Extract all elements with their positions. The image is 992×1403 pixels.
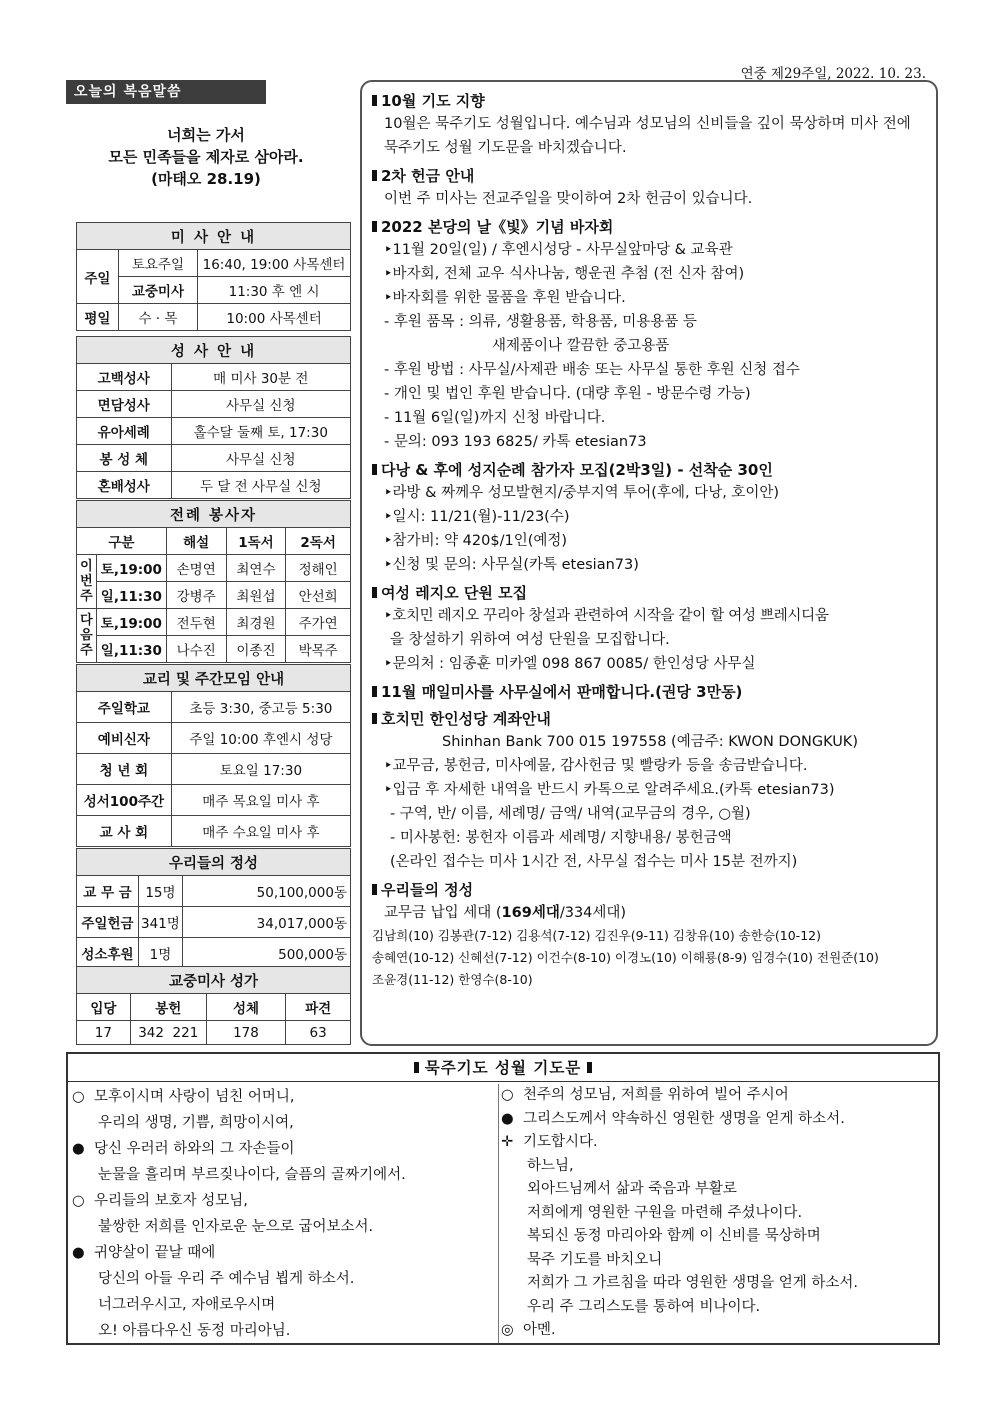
server-time: 일,11:30 xyxy=(96,582,166,609)
servers-header: 2독서 xyxy=(286,528,351,555)
notice-line: ‣바자회를 위한 물품을 후원 받습니다. xyxy=(384,290,626,306)
prayer-line: 당신의 아들 우리 주 예수님 뵙게 하소서. xyxy=(98,1271,355,1287)
notice-heading-text: 다낭 & 후에 성지순례 참가자 모집(2박3일) - 선착순 30인 xyxy=(381,461,773,479)
notice-heading xyxy=(372,165,928,187)
prayer-line xyxy=(72,1188,498,1214)
notices-box xyxy=(360,80,938,1046)
offering-label: 성소후원 xyxy=(77,938,139,969)
prayer-line xyxy=(72,1240,498,1266)
offering-count: 1명 xyxy=(138,938,182,969)
prayer-right-column xyxy=(498,1084,938,1343)
sacrament-label: 면담성사 xyxy=(77,391,172,418)
bullet-square-icon xyxy=(372,713,377,724)
sacraments-table xyxy=(76,336,351,499)
prayer-text: 우리들의 보호자 성모님, xyxy=(94,1193,248,1209)
server-name: 최연수 xyxy=(226,555,286,582)
notice-heading xyxy=(372,90,928,112)
prayer-line: 복되신 동정 마리아와 함께 이 신비를 묵상하며 xyxy=(527,1228,821,1244)
notice-line: ‣참가비: 약 420$/1인(예정) xyxy=(384,533,568,549)
prayer-text: 그리스도께서 약속하신 영원한 생명을 얻게 하소서. xyxy=(523,1110,845,1127)
hymn-number: 63 xyxy=(286,1021,351,1045)
offering-count: 15명 xyxy=(138,876,182,907)
prayer-line: 우리의 생명, 기쁨, 희망이시여, xyxy=(98,1115,294,1131)
notice-line: ‣입금 후 자세한 내역을 반드시 카톡으로 알려주세요.(카톡 etesian73) xyxy=(384,782,835,798)
prayer-line: 눈물을 흘리며 부르짖나이다, 슬픔의 골짜기에서. xyxy=(98,1167,406,1183)
hymn-header: 파견 xyxy=(286,994,351,1021)
notice-text: 10월은 묵주기도 성월입니다. 예수님과 성모님의 신비들을 깊이 묵상하며 미사 전에 묵주기도 성월 기도문을 바치겠습니다. xyxy=(384,116,911,156)
prayer-line: 저희에게 영원한 구원을 마련해 주셨나이다. xyxy=(527,1204,803,1221)
weekday-mass-time: 10:00 사목센터 xyxy=(198,304,351,331)
prayer-line: 오! 아름다우신 동정 마리아님. xyxy=(98,1323,291,1339)
meeting-label: 교 사 회 xyxy=(77,816,172,847)
notice-heading-text: 11월 매일미사를 사무실에서 판매합니다.(권당 3만동) xyxy=(381,683,743,701)
notice-heading xyxy=(372,582,928,604)
notice-line: - 구역, 반/ 이름, 세례명/ 금액/ 내역(교무금의 경우, ○월) xyxy=(390,806,751,822)
notice-heading xyxy=(372,879,928,901)
notice-line: ‣교무금, 봉헌금, 미사예물, 감사헌금 및 빨랑카 등을 송금받습니다. xyxy=(384,758,808,774)
bullet-square-icon xyxy=(372,221,377,232)
meeting-value: 초등 3:30, 중고등 5:30 xyxy=(171,692,350,723)
hymn-header: 봉헌 xyxy=(130,994,206,1021)
bullet-square-icon xyxy=(372,587,377,598)
saturday-mass-label: 토요주일 xyxy=(118,250,197,277)
bullet-square-icon xyxy=(372,95,377,106)
sacrament-label: 혼배성사 xyxy=(77,472,172,499)
issue-date: 연중 제29주일, 2022. 10. 23. xyxy=(740,66,926,82)
prayer-line: 저희가 그 가르침을 따라 영원한 생명을 얻게 하소서. xyxy=(527,1275,859,1291)
server-name: 최경원 xyxy=(226,609,286,636)
prayer-left-column xyxy=(72,1084,498,1344)
bullet-square-icon xyxy=(587,1062,592,1073)
saturday-mass-time: 16:40, 19:00 사목센터 xyxy=(198,250,351,277)
offering-label: 주일헌금 xyxy=(77,907,139,938)
main-mass-time: 11:30 후 엔 시 xyxy=(198,277,351,304)
summary-total: /334세대) xyxy=(559,905,627,921)
bullet-square-icon xyxy=(414,1062,419,1073)
donor-names: 김남희(10) 김봉관(7-12) 김용석(7-12) 김진우(9-11) 김창유(10) 송한승(10-12) xyxy=(372,928,821,943)
notice-line: ‣바자회, 전체 교우 식사나눔, 행운권 추첨 (전 신자 참여) xyxy=(384,266,745,282)
notice-line: - 11월 6일(일)까지 신청 바랍니다. xyxy=(384,410,606,426)
notice-line: ‣라방 & 짜께우 성모발현지/중부지역 투어(후에, 다낭, 호이안) xyxy=(384,485,780,501)
server-name: 강병주 xyxy=(166,582,226,609)
server-name: 이종진 xyxy=(226,636,286,663)
sacrament-value: 매 미사 30분 전 xyxy=(171,364,350,391)
servers-header: 구분 xyxy=(77,528,167,555)
bullet-square-icon xyxy=(372,686,377,697)
servers-title: 전례 봉사자 xyxy=(77,501,351,528)
notice-heading xyxy=(372,459,928,481)
bullet-square-icon xyxy=(372,884,377,895)
meeting-value: 매주 목요일 미사 후 xyxy=(171,785,350,816)
sacrament-label: 고백성사 xyxy=(77,364,172,391)
bank-account: Shinhan Bank 700 015 197558 (예금주: KWON DONGKUK) xyxy=(442,734,858,750)
meeting-label: 예비신자 xyxy=(77,723,172,754)
prayer-title xyxy=(68,1054,938,1082)
notice-heading-text: 호치민 한인성당 계좌안내 xyxy=(381,710,551,728)
prayer-line: 너그러우시고, 자애로우시며 xyxy=(98,1297,276,1313)
notice-heading-text: 우리들의 정성 xyxy=(381,881,474,899)
hymn-number: 178 xyxy=(206,1021,286,1045)
notice-line: ‣신청 및 문의: 사무실(카톡 etesian73) xyxy=(384,557,639,573)
weekday-days: 수 · 목 xyxy=(118,304,197,331)
offering-amount: 50,100,000동 xyxy=(182,876,350,907)
meeting-value: 주일 10:00 후엔시 성당 xyxy=(171,723,350,754)
gospel-line: 모든 민족들을 제자로 삼아라. xyxy=(108,148,304,166)
notice-line: - 문의: 093 193 6825/ 카톡 etesian73 xyxy=(384,434,647,450)
prayer-line: 불쌍한 저희를 인자로운 눈으로 굽어보소서. xyxy=(98,1219,374,1235)
offering-summary xyxy=(372,901,928,925)
notice-line: - 후원 방법 : 사무실/사제관 배송 또는 사무실 통한 후원 신청 접수 xyxy=(384,362,800,378)
next-week-label: 다음주 xyxy=(77,609,97,663)
servers-header: 1독서 xyxy=(226,528,286,555)
sacrament-label: 유아세례 xyxy=(77,418,172,445)
prayer-line: 묵주 기도를 바치오니 xyxy=(527,1251,663,1268)
bullet-square-icon xyxy=(372,170,377,181)
server-name: 최원섭 xyxy=(226,582,286,609)
prayer-line xyxy=(501,1108,938,1132)
prayer-line xyxy=(72,1084,498,1110)
prayer-text: 당신 우러러 하와의 그 자손들이 xyxy=(94,1141,295,1157)
offerings-title: 우리들의 정성 xyxy=(77,849,351,876)
hymns-table xyxy=(76,966,351,1045)
prayer-line xyxy=(501,1319,938,1343)
sunday-label: 주일 xyxy=(77,250,119,304)
prayer-text: 아멘. xyxy=(523,1322,556,1338)
bullet-square-icon xyxy=(372,464,377,475)
filled-circle-icon: ● xyxy=(72,1141,85,1157)
notice-line: ‣11월 20일(일) / 후엔시성당 - 사무실앞마당 & 교육관 xyxy=(384,242,733,258)
sacrament-value: 두 달 전 사무실 신청 xyxy=(171,472,350,499)
notice-line: - 미사봉헌: 봉헌자 이름과 세례명/ 지향내용/ 봉헌금액 xyxy=(390,830,732,846)
hymns-title: 교중미사 성가 xyxy=(77,967,351,994)
hymn-number: 17 xyxy=(77,1021,131,1045)
notice-heading-text: 2차 헌금 안내 xyxy=(381,167,475,185)
filled-circle-icon: ● xyxy=(501,1110,514,1127)
server-name: 정해인 xyxy=(286,555,351,582)
gospel-line: 너희는 가서 xyxy=(167,126,245,144)
notice-heading xyxy=(372,216,928,238)
server-time: 토,19:00 xyxy=(96,609,166,636)
sacrament-value: 사무실 신청 xyxy=(171,391,350,418)
open-circle-icon: ○ xyxy=(501,1087,514,1103)
notice-line: ‣호치민 레지오 꾸리아 창설과 관련하여 시작을 같이 할 여성 쁘레시디움 xyxy=(384,608,829,624)
meetings-table xyxy=(76,664,351,847)
prayer-line xyxy=(72,1136,498,1162)
hymn-header: 성체 xyxy=(206,994,286,1021)
meeting-label: 성서100주간 xyxy=(77,785,172,816)
notice-line: - 후원 품목 : 의류, 생활용품, 학용품, 미용용품 등 xyxy=(384,314,697,330)
liturgy-servers-table xyxy=(76,500,351,663)
donor-names: 송혜연(10-12) 신혜선(7-12) 이건수(8-10) 이경노(10) 이해룡(8-9) 임경수(10) 전원준(10) xyxy=(372,950,879,965)
notice-heading xyxy=(372,708,928,730)
hymn-header: 입당 xyxy=(77,994,131,1021)
prayer-text: 기도합시다. xyxy=(523,1134,598,1150)
open-circle-icon: ○ xyxy=(72,1193,85,1209)
prayer-text: 귀양살이 끝날 때에 xyxy=(94,1245,216,1261)
donor-names: 조윤경(11-12) 한영수(8-10) xyxy=(372,972,533,987)
server-time: 토,19:00 xyxy=(96,555,166,582)
offering-amount: 500,000동 xyxy=(182,938,350,969)
prayer-text: 모후이시며 사랑이 넘친 어머니, xyxy=(94,1089,295,1105)
gospel-heading: 오늘의 복음말씀 xyxy=(66,80,266,104)
meetings-title: 교리 및 주간모임 안내 xyxy=(77,665,351,692)
main-mass-label: 교중미사 xyxy=(118,277,197,304)
weekday-label: 평일 xyxy=(77,304,119,331)
hymn-number: 342 221 xyxy=(130,1021,206,1045)
mass-schedule-table xyxy=(76,222,351,331)
server-name: 전두현 xyxy=(166,609,226,636)
notice-line: ‣일시: 11/21(월)-11/23(수) xyxy=(384,509,570,525)
server-name: 안선희 xyxy=(286,582,351,609)
summary-count: 169세대 xyxy=(501,905,560,921)
server-name: 손명연 xyxy=(166,555,226,582)
gospel-reference: (마태오 28.19) xyxy=(151,170,261,188)
prayer-title-text: 묵주기도 성월 기도문 xyxy=(424,1059,582,1077)
notice-line: ‣문의처 : 임종훈 미카엘 098 867 0085/ 한인성당 사무실 xyxy=(384,656,756,672)
meeting-value: 토요일 17:30 xyxy=(171,754,350,785)
double-circle-icon: ◎ xyxy=(501,1322,514,1338)
prayer-line xyxy=(501,1084,938,1108)
cross-icon: ✛ xyxy=(501,1134,514,1150)
server-name: 나수진 xyxy=(166,636,226,663)
mass-schedule-title: 미 사 안 내 xyxy=(77,223,351,250)
meeting-label: 주일학교 xyxy=(77,692,172,723)
sacrament-value: 홀수달 둘째 토, 17:30 xyxy=(171,418,350,445)
sacraments-title: 성 사 안 내 xyxy=(77,337,351,364)
prayer-line xyxy=(501,1131,938,1155)
rosary-prayer-box xyxy=(66,1052,940,1345)
notice-heading-text: 10월 기도 지향 xyxy=(381,92,485,110)
offering-count: 341명 xyxy=(138,907,182,938)
notice-line: 을 창설하기 위하여 여성 단원을 모집합니다. xyxy=(390,632,670,648)
prayer-line: 우리 주 그리스도를 통하여 비나이다. xyxy=(527,1298,761,1315)
meeting-label: 청 년 회 xyxy=(77,754,172,785)
notice-text: 이번 주 미사는 전교주일을 맞이하여 2차 헌금이 있습니다. xyxy=(384,191,753,207)
notice-heading xyxy=(372,681,928,703)
this-week-label: 이번주 xyxy=(77,555,97,609)
notice-line: - 개인 및 법인 후원 받습니다. (대량 후원 - 방문수령 가능) xyxy=(384,386,751,402)
notice-heading-text: 여성 레지오 단원 모집 xyxy=(381,584,528,602)
prayer-line: 외아드님께서 삶과 죽음과 부활로 xyxy=(527,1181,737,1197)
notice-line: 새제품이나 깔끔한 중고용품 xyxy=(492,338,670,354)
prayer-line: 하느님, xyxy=(527,1157,574,1174)
sacrament-value: 사무실 신청 xyxy=(171,445,350,472)
servers-header: 해설 xyxy=(166,528,226,555)
prayer-text: 천주의 성모님, 저희를 위하여 빌어 주시어 xyxy=(523,1087,789,1103)
server-name: 박목주 xyxy=(286,636,351,663)
filled-circle-icon: ● xyxy=(72,1245,85,1261)
offering-label: 교 무 금 xyxy=(77,876,139,907)
offerings-table xyxy=(76,848,351,969)
meeting-value: 매주 수요일 미사 후 xyxy=(171,816,350,847)
notice-heading-text: 2022 본당의 날《빛》기념 바자회 xyxy=(381,218,614,236)
sacrament-label: 봉 성 체 xyxy=(77,445,172,472)
server-time: 일,11:30 xyxy=(96,636,166,663)
server-name: 주가연 xyxy=(286,609,351,636)
gospel-verse xyxy=(66,124,346,190)
notice-line: (온라인 접수는 미사 1시간 전, 사무실 접수는 미사 15분 전까지) xyxy=(390,854,798,870)
offering-amount: 34,017,000동 xyxy=(182,907,350,938)
open-circle-icon: ○ xyxy=(72,1089,85,1105)
summary-text: 교무금 납입 세대 ( xyxy=(384,905,502,921)
